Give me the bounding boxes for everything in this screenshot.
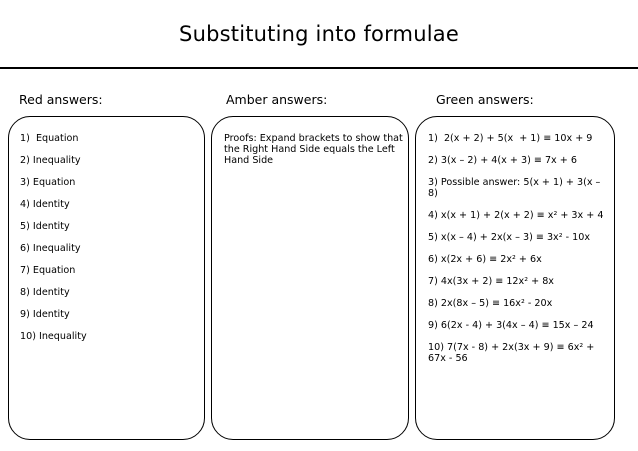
list-item: 8) 2x(8x – 5) ≡ 16x² - 20x (428, 298, 553, 309)
red-answers-heading: Red answers: (19, 92, 103, 107)
list-item: 7) Equation (20, 265, 76, 276)
list-item: 2) Inequality (20, 155, 81, 166)
amber-answer-text: Proofs: Expand brackets to show that the Right Hand Side equals the Left Hand Side (224, 133, 403, 166)
list-item: 4) x(x + 1) + 2(x + 2) ≡ x² + 3x + 4 (428, 210, 604, 221)
list-item: 5) Identity (20, 221, 70, 232)
list-item: 5) x(x – 4) + 2x(x – 3) ≡ 3x² - 10x (428, 232, 591, 243)
list-item: 1) 2(x + 2) + 5(x + 1) ≡ 10x + 9 (428, 133, 593, 144)
green-answers-heading: Green answers: (436, 92, 534, 107)
list-item: 6) x(2x + 6) ≡ 2x² + 6x (428, 254, 542, 265)
red-answers-list (20, 133, 87, 353)
list-item: 7) 4x(3x + 2) ≡ 12x² + 8x (428, 276, 554, 287)
list-item: 3) Equation (20, 177, 76, 188)
list-item: 2) 3(x – 2) + 4(x + 3) ≡ 7x + 6 (428, 155, 577, 166)
list-item: 9) Identity (20, 309, 70, 320)
list-item: 1) Equation (20, 133, 79, 144)
title-divider (0, 67, 638, 69)
list-item: 9) 6(2x - 4) + 3(4x – 4) ≡ 15x – 24 (428, 320, 594, 331)
green-answers-list (428, 133, 606, 375)
list-item: 10) 7(7x - 8) + 2x(3x + 9) ≡ 6x² + 67x - 56 (428, 342, 598, 364)
list-item: 6) Inequality (20, 243, 81, 254)
list-item: 8) Identity (20, 287, 70, 298)
list-item: 10) Inequality (20, 331, 87, 342)
amber-answers-content (224, 133, 404, 166)
list-item: 3) Possible answer: 5(x + 1) + 3(x – 8) (428, 177, 604, 199)
list-item: 4) Identity (20, 199, 70, 210)
page-title: Substituting into formulae (179, 22, 459, 46)
amber-answers-heading: Amber answers: (226, 92, 328, 107)
